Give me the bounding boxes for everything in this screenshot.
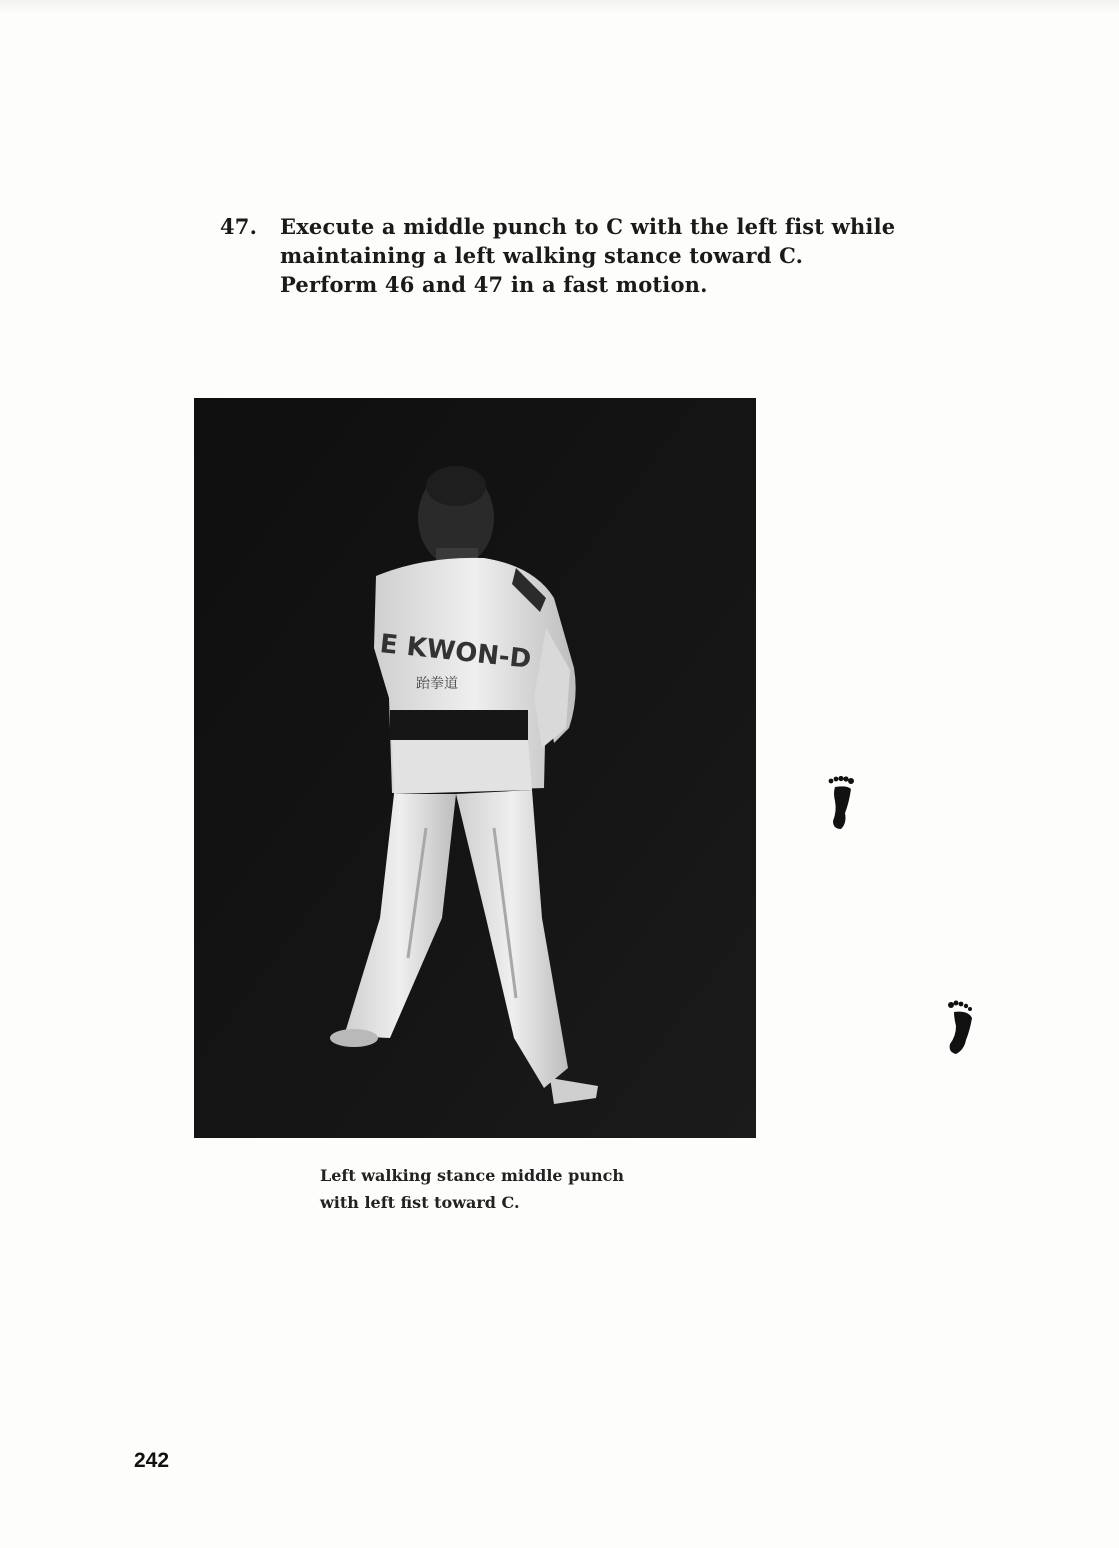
caption-line: Left walking stance middle punch [320,1166,624,1185]
page-number: 242 [134,1449,170,1472]
step-text [280,212,920,299]
caption-line: with left fist toward C. [320,1193,520,1212]
step-line: Perform 46 and 47 in a fast motion. [280,272,708,297]
step-number: 47. [220,214,258,239]
footprint-icon [944,1000,976,1056]
scan-edge [0,0,1119,14]
uniform-back-text: E KWON-D [378,629,533,675]
uniform-hanja: 跆拳道 [416,676,458,692]
step-line: maintaining a left walking stance toward C. [280,243,804,268]
photo-caption [320,1162,624,1216]
martial-artist-photo [194,398,756,1138]
footprint-icon [827,775,855,831]
black-belt [390,710,528,740]
photo-illustration [194,398,756,1138]
step-line: Execute a middle punch to C with the left fist while [280,214,896,239]
